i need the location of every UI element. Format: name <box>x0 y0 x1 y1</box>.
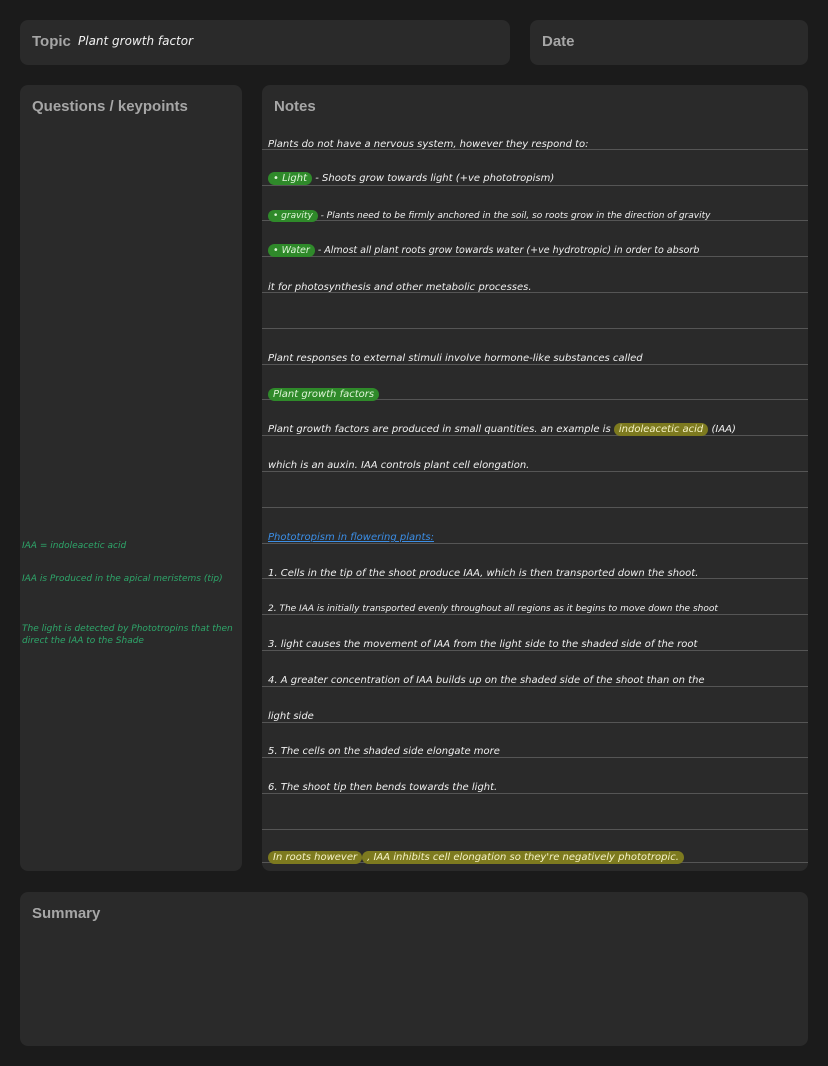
side-note-iaa-produced: IAA is Produced in the apical meristems (tip) <box>22 574 223 584</box>
note-roots <box>268 851 684 865</box>
questions-panel[interactable] <box>20 85 242 871</box>
note-water-text: - Almost all plant roots grow towards water (+ve hydrotropic) in order to absorb <box>317 245 700 256</box>
note-gravity-text: - Plants need to be firmly anchored in the soil, so roots grow in the direction of gravity <box>320 211 711 221</box>
highlight-roots-however: In roots however <box>268 851 362 864</box>
note-gravity <box>268 209 710 223</box>
note-responses: Plant responses to external stimuli involve hormone-like substances called <box>268 353 643 364</box>
highlight-light: • Light <box>268 172 312 185</box>
note-step-6: 6. The shoot tip then bends towards the light. <box>268 782 498 793</box>
summary-label: Summary <box>32 905 101 922</box>
rule-line <box>262 328 808 329</box>
note-step-2: 2. The IAA is initially transported evenly throughout all regions as it begins to move down the shoot <box>268 604 718 614</box>
rule-line <box>262 507 808 508</box>
note-light-text: - Shoots grow towards light (+ve phototropism) <box>315 173 555 184</box>
note-light <box>268 172 554 186</box>
rule-line <box>262 722 808 723</box>
note-intro: Plants do not have a nervous system, however they respond to: <box>268 139 589 150</box>
note-step-4-cont: light side <box>268 711 314 722</box>
note-step-4: 4. A greater concentration of IAA builds up on the shaded side of the shoot than on the <box>268 675 705 686</box>
date-field[interactable] <box>530 20 808 65</box>
topic-field[interactable] <box>20 20 510 65</box>
note-pgf <box>268 388 379 402</box>
note-heading-phototropism: Phototropism in flowering plants: <box>268 532 434 543</box>
highlight-water: • Water <box>268 244 315 257</box>
note-step-3: 3. light causes the movement of IAA from the light side to the shaded side of the root <box>268 639 698 650</box>
note-produced-a: Plant growth factors are produced in small quantities. an example is <box>268 424 611 435</box>
note-produced <box>268 423 736 437</box>
topic-value: Plant growth factor <box>78 34 194 48</box>
note-auxin: which is an auxin. IAA controls plant cell elongation. <box>268 460 530 471</box>
note-produced-b: (IAA) <box>711 424 736 435</box>
side-note-iaa-definition: IAA = indoleacetic acid <box>22 541 127 551</box>
note-water-cont: it for photosynthesis and other metabolic processes. <box>268 282 532 293</box>
notes-panel[interactable] <box>262 85 808 871</box>
questions-label: Questions / keypoints <box>32 98 188 115</box>
topic-label: Topic <box>32 33 71 50</box>
summary-panel[interactable] <box>20 892 808 1046</box>
note-step-5: 5. The cells on the shaded side elongate more <box>268 746 500 757</box>
highlight-roots-text: , IAA inhibits cell elongation so they're negatively phototropic. <box>362 851 684 864</box>
date-label: Date <box>542 33 575 50</box>
highlight-indoleacetic-acid: indoleacetic acid <box>614 423 708 436</box>
highlight-gravity: • gravity <box>268 210 318 222</box>
highlight-plant-growth-factors: Plant growth factors <box>268 388 379 401</box>
note-step-1: 1. Cells in the tip of the shoot produce IAA, which is then transported down the shoot. <box>268 568 699 579</box>
notes-label: Notes <box>274 98 316 115</box>
note-water <box>268 244 699 258</box>
rule-line <box>262 829 808 830</box>
side-note-light-detected: The light is detected by Phototropins that then direct the IAA to the Shade <box>22 624 233 646</box>
